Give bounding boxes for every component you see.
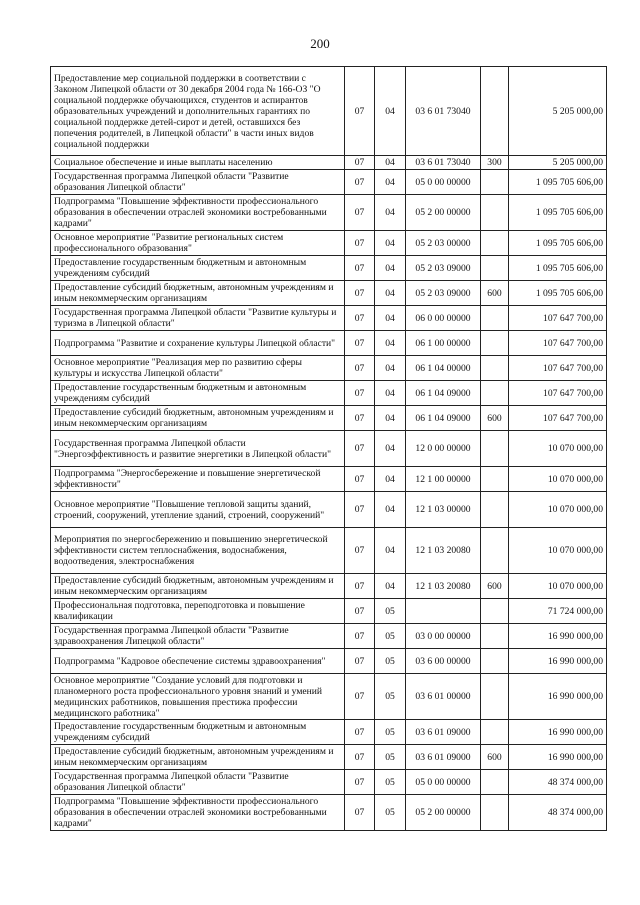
table-row [51,795,607,831]
row-name: Основное мероприятие "Создание условий для подготовки и планомерного роста профессионального уровня знаний и умений медицинских работников, повышения престижа профессии медицинского работника" [51,674,345,720]
row-amount: 10 070 000,00 [509,467,607,492]
row-expense-type [481,431,509,467]
row-name: Основное мероприятие "Повышение тепловой защиты зданий, строений, сооружений, утепление зданий, строений, сооружений" [51,492,345,528]
table-row [51,231,607,256]
row-target-article: 06 1 04 09000 [406,381,481,406]
row-section: 07 [345,356,375,381]
row-name: Подпрограмма "Повышение эффективности профессионального образования в обеспечении отраслей экономики востребованными кадрами" [51,795,345,831]
row-section: 07 [345,431,375,467]
row-subsection: 04 [375,331,406,356]
table-row [51,431,607,467]
row-amount: 1 095 705 606,00 [509,170,607,195]
row-amount: 16 990 000,00 [509,674,607,720]
row-subsection: 05 [375,720,406,745]
table-row [51,381,607,406]
row-expense-type [481,624,509,649]
row-section: 07 [345,306,375,331]
row-section: 07 [345,231,375,256]
row-subsection: 05 [375,649,406,674]
table-row [51,492,607,528]
row-target-article: 06 1 00 00000 [406,331,481,356]
budget-table [50,66,607,831]
row-expense-type [481,795,509,831]
row-amount: 16 990 000,00 [509,649,607,674]
row-target-article: 03 0 00 00000 [406,624,481,649]
row-amount: 107 647 700,00 [509,356,607,381]
row-expense-type [481,256,509,281]
row-subsection: 04 [375,256,406,281]
row-section: 07 [345,720,375,745]
table-row [51,306,607,331]
row-expense-type: 600 [481,281,509,306]
row-subsection: 04 [375,356,406,381]
row-subsection: 05 [375,770,406,795]
row-target-article: 12 1 03 20080 [406,574,481,599]
table-row [51,467,607,492]
row-amount: 107 647 700,00 [509,381,607,406]
row-amount: 16 990 000,00 [509,624,607,649]
row-expense-type [481,599,509,624]
row-subsection: 05 [375,795,406,831]
row-section: 07 [345,795,375,831]
row-section: 07 [345,745,375,770]
row-amount: 10 070 000,00 [509,528,607,574]
row-amount: 1 095 705 606,00 [509,231,607,256]
row-section: 07 [345,331,375,356]
row-name: Предоставление субсидий бюджетным, автономным учреждениям и иным некоммерческим организациям [51,406,345,431]
row-name: Государственная программа Липецкой области "Развитие образования Липецкой области" [51,770,345,795]
row-name: Основное мероприятие "Реализация мер по развитию сферы культуры и искусства Липецкой области" [51,356,345,381]
row-target-article: 05 2 03 09000 [406,256,481,281]
row-expense-type: 600 [481,406,509,431]
row-section: 07 [345,256,375,281]
row-subsection: 04 [375,381,406,406]
row-name: Подпрограмма "Развитие и сохранение культуры Липецкой области" [51,331,345,356]
row-target-article: 03 6 00 00000 [406,649,481,674]
row-subsection: 05 [375,674,406,720]
row-amount: 5 205 000,00 [509,67,607,156]
row-amount: 1 095 705 606,00 [509,256,607,281]
row-target-article: 06 0 00 00000 [406,306,481,331]
row-expense-type [481,170,509,195]
table-row [51,624,607,649]
row-amount: 48 374 000,00 [509,795,607,831]
row-amount: 5 205 000,00 [509,156,607,170]
row-name: Предоставление государственным бюджетным и автономным учреждениям субсидий [51,381,345,406]
row-section: 07 [345,599,375,624]
row-expense-type [481,720,509,745]
row-section: 07 [345,281,375,306]
row-subsection: 04 [375,67,406,156]
row-section: 07 [345,381,375,406]
row-expense-type: 600 [481,745,509,770]
page-number: 200 [310,36,330,51]
row-subsection: 05 [375,745,406,770]
row-target-article: 05 2 00 00000 [406,195,481,231]
row-amount: 10 070 000,00 [509,492,607,528]
row-amount: 71 724 000,00 [509,599,607,624]
row-expense-type [481,528,509,574]
row-target-article: 12 1 03 20080 [406,528,481,574]
row-target-article: 12 1 00 00000 [406,467,481,492]
table-row [51,406,607,431]
table-row [51,674,607,720]
row-name: Предоставление государственным бюджетным и автономным учреждениям субсидий [51,720,345,745]
row-section: 07 [345,492,375,528]
row-amount: 10 070 000,00 [509,431,607,467]
row-target-article: 05 2 03 09000 [406,281,481,306]
row-expense-type [481,356,509,381]
table-row [51,331,607,356]
row-name: Подпрограмма "Кадровое обеспечение системы здравоохранения" [51,649,345,674]
row-target-article: 05 2 00 00000 [406,795,481,831]
row-amount: 1 095 705 606,00 [509,281,607,306]
row-subsection: 04 [375,156,406,170]
row-expense-type [481,331,509,356]
row-target-article: 03 6 01 73040 [406,156,481,170]
row-subsection: 04 [375,431,406,467]
row-subsection: 04 [375,467,406,492]
row-expense-type [481,649,509,674]
row-section: 07 [345,770,375,795]
row-expense-type [481,195,509,231]
row-subsection: 04 [375,281,406,306]
table-row [51,528,607,574]
row-target-article [406,599,481,624]
row-amount: 107 647 700,00 [509,406,607,431]
row-subsection: 04 [375,231,406,256]
row-name: Мероприятия по энергосбережению и повышению энергетической эффективности систем теплоснабжения, водоснабжения, водоотведения, электроснабжения [51,528,345,574]
row-amount: 1 095 705 606,00 [509,195,607,231]
row-subsection: 04 [375,406,406,431]
row-subsection: 04 [375,170,406,195]
row-section: 07 [345,406,375,431]
row-name: Предоставление субсидий бюджетным, автономным учреждениям и иным некоммерческим организациям [51,574,345,599]
row-subsection: 04 [375,574,406,599]
row-expense-type: 600 [481,574,509,599]
row-subsection: 04 [375,195,406,231]
table-row [51,574,607,599]
row-expense-type [481,306,509,331]
table-row [51,256,607,281]
table-row [51,170,607,195]
row-name: Государственная программа Липецкой области "Развитие культуры и туризма в Липецкой области" [51,306,345,331]
row-name: Подпрограмма "Повышение эффективности профессионального образования в обеспечении отраслей экономики востребованными кадрами" [51,195,345,231]
row-target-article: 05 0 00 00000 [406,170,481,195]
row-expense-type [481,467,509,492]
row-section: 07 [345,674,375,720]
row-name: Предоставление мер социальной поддержки в соответствии с Законом Липецкой области от 30 декабря 2004 года № 166-ОЗ "О социальной поддержке обучающихся, студентов и аспирантов образовательных учреждений и дополнительных гарантиях по социальной поддержке детей-сирот и детей, оставшихся без попечения родителей, в Липецкой области" в части иных видов социальной поддержки [51,67,345,156]
row-subsection: 05 [375,599,406,624]
row-subsection: 04 [375,528,406,574]
row-subsection: 04 [375,492,406,528]
row-target-article: 03 6 01 09000 [406,720,481,745]
row-expense-type: 300 [481,156,509,170]
budget-table-body [51,67,607,831]
row-section: 07 [345,624,375,649]
row-name: Государственная программа Липецкой области "Развитие образования Липецкой области" [51,170,345,195]
table-row [51,356,607,381]
row-name: Профессиональная подготовка, переподготовка и повышение квалификации [51,599,345,624]
row-name: Социальное обеспечение и иные выплаты населению [51,156,345,170]
row-name: Основное мероприятие "Развитие региональных систем профессионального образования" [51,231,345,256]
row-target-article: 03 6 01 00000 [406,674,481,720]
row-name: Государственная программа Липецкой области "Развитие здравоохранения Липецкой области" [51,624,345,649]
row-target-article: 03 6 01 09000 [406,745,481,770]
table-row [51,649,607,674]
row-expense-type [481,381,509,406]
row-subsection: 05 [375,624,406,649]
row-section: 07 [345,195,375,231]
table-row [51,195,607,231]
row-name: Государственная программа Липецкой области "Энергоэффективность и развитие энергетики в Липецкой области" [51,431,345,467]
row-name: Подпрограмма "Энергосбережение и повышение энергетической эффективности" [51,467,345,492]
table-row [51,770,607,795]
row-expense-type [481,770,509,795]
row-section: 07 [345,67,375,156]
row-amount: 16 990 000,00 [509,745,607,770]
row-expense-type [481,492,509,528]
row-subsection: 04 [375,306,406,331]
table-row [51,599,607,624]
table-row [51,281,607,306]
row-expense-type [481,231,509,256]
row-section: 07 [345,156,375,170]
row-section: 07 [345,574,375,599]
table-row [51,720,607,745]
row-target-article: 03 6 01 73040 [406,67,481,156]
row-target-article: 06 1 04 09000 [406,406,481,431]
row-target-article: 05 2 03 00000 [406,231,481,256]
row-amount: 10 070 000,00 [509,574,607,599]
row-target-article: 12 0 00 00000 [406,431,481,467]
table-row [51,745,607,770]
table-row [51,67,607,156]
table-row [51,156,607,170]
row-target-article: 05 0 00 00000 [406,770,481,795]
row-section: 07 [345,467,375,492]
row-expense-type [481,674,509,720]
row-amount: 107 647 700,00 [509,331,607,356]
row-target-article: 06 1 04 00000 [406,356,481,381]
row-name: Предоставление субсидий бюджетным, автономным учреждениям и иным некоммерческим организациям [51,281,345,306]
row-amount: 16 990 000,00 [509,720,607,745]
row-name: Предоставление государственным бюджетным и автономным учреждениям субсидий [51,256,345,281]
row-expense-type [481,67,509,156]
row-name: Предоставление субсидий бюджетным, автономным учреждениям и иным некоммерческим организациям [51,745,345,770]
row-section: 07 [345,170,375,195]
row-section: 07 [345,649,375,674]
row-section: 07 [345,528,375,574]
row-target-article: 12 1 03 00000 [406,492,481,528]
row-amount: 48 374 000,00 [509,770,607,795]
row-amount: 107 647 700,00 [509,306,607,331]
